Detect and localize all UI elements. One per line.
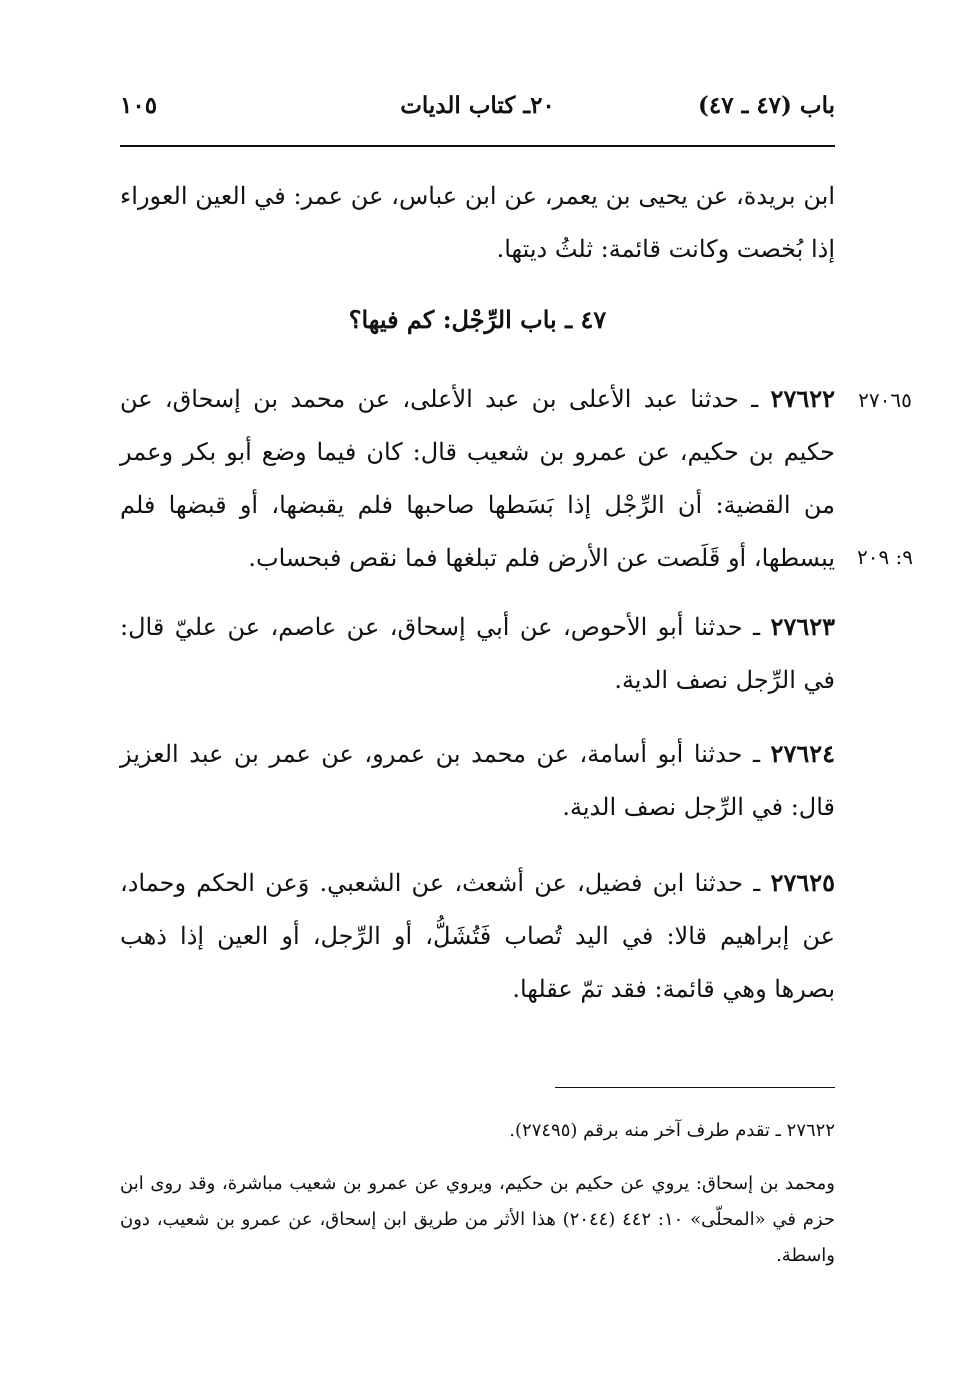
header-chapter-ref: باب (٤٧ ـ ٤٧) xyxy=(697,92,835,119)
footnote-divider xyxy=(555,1087,835,1088)
hadith-number: ٢٧٦٢٤ xyxy=(770,739,835,768)
hadith-number: ٢٧٦٢٢ xyxy=(770,384,835,413)
footnote: ٢٧٦٢٢ ـ تقدم طرف آخر منه برقم (٢٧٤٩٥). xyxy=(509,1120,835,1141)
hadith-text: ـ حدثنا أبو الأحوص، عن أبي إسحاق، عن عاصم، عن عليّ قال: في الرِّجل نصف الدية. xyxy=(120,613,835,694)
hadith-27623 xyxy=(120,600,835,707)
hadith-number: ٢٧٦٢٥ xyxy=(770,868,835,897)
page-number: ١٠٥ xyxy=(120,92,158,119)
chapter-title: ٤٧ ـ باب الرِّجْل: كم فيها؟ xyxy=(348,305,607,334)
hadith-27624 xyxy=(120,727,835,834)
page-header xyxy=(120,92,835,132)
header-book-title: ٢٠ـ كتاب الديات xyxy=(400,92,555,119)
intro-paragraph: ابن بريدة، عن يحيى بن يعمر، عن ابن عباس، عن عمر: في العين العوراء إذا بُخصت وكانت قائمة: ثلثُ ديتها. xyxy=(120,182,835,263)
hadith-text: ـ حدثنا عبد الأعلى بن عبد الأعلى، عن محمد بن إسحاق، عن حكيم بن حكيم، عن عمرو بن شعيب قال: كان فيما وضع أبو بكر وعمر من القضية: أن الرِّجْل إذا بَسَطها صاحبها فلم يقبضها، أو قبضها فلم يبسطها، أو قَلَصت عن الأرض فلم تبلغها فما نقص فبحساب. xyxy=(120,385,835,572)
hadith-text: ـ حدثنا أبو أسامة، عن محمد بن عمرو، عن عمر بن عبد العزيز قال: في الرِّجل نصف الدية. xyxy=(120,740,835,821)
margin-reference: ٢٧٠٦٥ xyxy=(858,388,912,412)
header-divider xyxy=(120,145,835,147)
hadith-number: ٢٧٦٢٣ xyxy=(770,612,835,641)
hadith-27625 xyxy=(120,856,835,1016)
hadith-27622 xyxy=(120,372,835,585)
hadith-text: ـ حدثنا ابن فضيل، عن أشعث، عن الشعبي. وَعن الحكم وحماد، عن إبراهيم قالا: في اليد تُصاب فَتُشَلُّ، أو الرِّجل، أو العين إذا ذهب بصرها وهي قائمة: فقد تمّ عقلها. xyxy=(120,869,835,1003)
footnote: ومحمد بن إسحاق: يروي عن حكيم بن حكيم، ويروي عن عمرو بن شعيب مباشرة، وقد روى ابن حزم في «المحلّى» ١٠: ٤٤٢ (٢٠٤٤) هذا الأثر من طريق ابن إسحاق، عن عمرو بن شعيب، دون واسطة. xyxy=(120,1173,835,1266)
margin-reference: ٩: ٢٠٩ xyxy=(856,545,914,569)
